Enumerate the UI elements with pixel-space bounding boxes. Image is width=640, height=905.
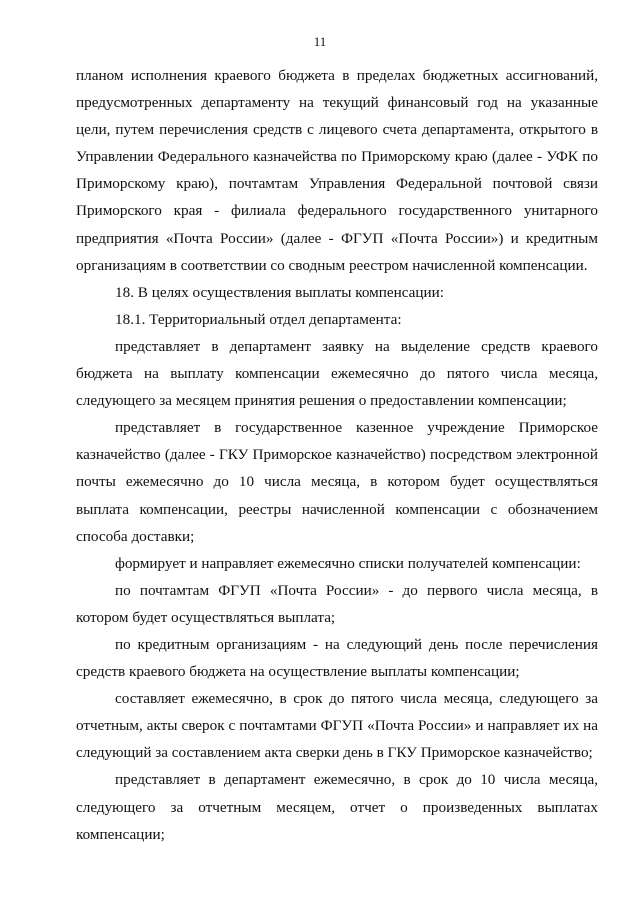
document-body bbox=[76, 62, 598, 848]
paragraph-post-offices: по почтамтам ФГУП «Почта России» - до первого числа месяца, в котором будет осуществляться выплата; bbox=[76, 581, 598, 626]
paragraph-continuation: планом исполнения краевого бюджета в пределах бюджетных ассигнований, предусмотренных департаменту на текущий финансовый год на указанные цели, путем перечисления средств с лицевого счета департамента, открытого в Управлении Федерального казначейства по Приморскому краю (далее - УФК по Приморскому краю), почтамтам Управления Федеральной почтовой связи Приморского края - филиала федерального государственного унитарного предприятия «Почта России» (далее - ФГУП «Почта России») и кредитным организациям в соответствии со сводным реестром начисленной компенсации. bbox=[76, 67, 598, 274]
paragraph-recipient-lists: формирует и направляет ежемесячно списки получателей компенсации: bbox=[115, 554, 581, 572]
paragraph-section-18: 18. В целях осуществления выплаты компенсации: bbox=[115, 283, 445, 301]
paragraph-registers-treasury: представляет в государственное казенное учреждение Приморское казначейство (далее - ГКУ Приморское казначейство) посредством электронной почты ежемесячно до 10 числа месяца, в котором будет осуществляться выплата компенсации, реестры начисленной компенсации с обозначением способа доставки; bbox=[76, 419, 598, 545]
paragraph-credit-organizations: по кредитным организациям - на следующий день после перечисления средств краевого бюджета на осуществление выплаты компенсации; bbox=[76, 635, 598, 681]
page-number: 11 bbox=[313, 34, 327, 49]
paragraph-section-18-1: 18.1. Территориальный отдел департамента: bbox=[115, 310, 402, 328]
paragraph-budget-request: представляет в департамент заявку на выделение средств краевого бюджета на выплату компенсации ежемесячно до пятого числа месяца, следующего за месяцем принятия решения о предоставлении компенсации; bbox=[76, 337, 598, 410]
paragraph-monthly-report: представляет в департамент ежемесячно, в срок до 10 числа месяца, следующего за отчетным месяцем, отчет о произведенных выплатах компенсации; bbox=[76, 771, 598, 843]
paragraph-reconciliation-acts: составляет ежемесячно, в срок до пятого числа месяца, следующего за отчетным, акты сверок с почтамтами ФГУП «Почта России» и направляет их на следующий за составлением акта сверки день в ГКУ Приморское казначейство; bbox=[76, 690, 598, 762]
